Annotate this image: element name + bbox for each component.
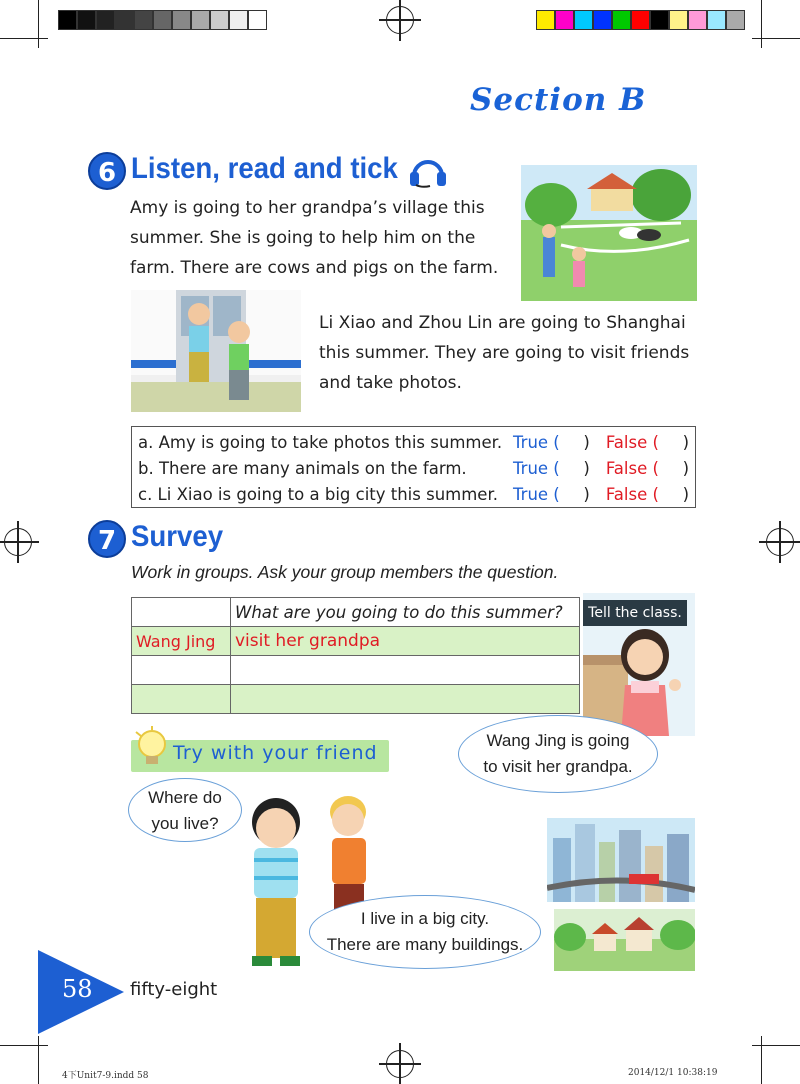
page-word: fifty-eight (130, 979, 218, 1000)
statement-row (138, 429, 689, 455)
table-cell-name[interactable]: Wang Jing (132, 627, 231, 656)
survey-table (131, 597, 580, 714)
false-label: False ( (605, 484, 659, 504)
table-cell-answer[interactable] (231, 656, 580, 685)
true-tick-blank[interactable]: ) (583, 484, 590, 504)
color-bar (536, 10, 745, 30)
bubble-line: you live? (151, 814, 219, 833)
true-false-box (131, 426, 696, 508)
footer-timestamp: 2014/12/1 10:38:19 (628, 1068, 718, 1078)
bubble-line: I live in a big city. (360, 909, 490, 928)
true-label: True ( (513, 432, 560, 452)
exercise-6-title: Listen, read and tick (131, 152, 398, 185)
exercise-7-number: 7 (88, 520, 126, 558)
exercise-6-paragraph-2 (319, 308, 689, 398)
try-label: Try with your friend (173, 742, 378, 764)
crop-mark (761, 0, 762, 48)
false-tick-blank[interactable]: ) (682, 484, 689, 504)
table-row (132, 627, 580, 656)
statement-row (138, 481, 689, 507)
true-label: True ( (513, 484, 560, 504)
true-tick-blank[interactable]: ) (583, 432, 590, 452)
bubble-line: Where do (148, 788, 222, 807)
statement-text: b. There are many animals on the farm. (138, 458, 467, 478)
tell-the-class-label: Tell the class. (583, 600, 687, 626)
paragraph-line: and take photos. (319, 373, 462, 393)
city-illustration (547, 818, 695, 902)
table-cell-answer[interactable] (231, 685, 580, 714)
exercise-7-title: Survey (131, 520, 224, 553)
paragraph-line: Li Xiao and Zhou Lin are going to Shanghai (319, 313, 686, 333)
lightbulb-icon (132, 726, 172, 770)
table-cell-answer[interactable]: visit her grandpa (231, 627, 580, 656)
headphones-icon (408, 152, 448, 190)
exercise-7-instruction: Work in groups. Ask your group members the question. (131, 562, 559, 582)
crop-mark (761, 1036, 762, 1084)
registration-mark-right (766, 528, 794, 556)
false-label: False ( (605, 432, 659, 452)
statement-row (138, 455, 689, 481)
true-tick-blank[interactable]: ) (583, 458, 590, 478)
question-speech-bubble (128, 778, 242, 842)
crop-mark (0, 38, 48, 39)
registration-mark-left (4, 528, 32, 556)
paragraph-line: summer. She is going to help him on the (130, 228, 476, 248)
section-title: Section B (470, 82, 647, 118)
paragraph-line: Amy is going to her grandpa’s village this (130, 198, 485, 218)
table-cell-name[interactable] (132, 685, 231, 714)
footer-file: 4下Unit7-9.indd 58 (62, 1071, 149, 1081)
false-tick-blank[interactable]: ) (682, 432, 689, 452)
false-label: False ( (605, 458, 659, 478)
train-illustration (131, 290, 301, 412)
bubble-line: to visit her grandpa. (483, 757, 633, 776)
registration-mark-bottom (386, 1050, 414, 1078)
table-header-question: What are you going to do this summer? (231, 598, 580, 627)
bubble-line: Wang Jing is going (486, 731, 630, 750)
crop-mark (38, 1036, 39, 1084)
table-row (132, 685, 580, 714)
paragraph-line: this summer. They are going to visit friends (319, 343, 690, 363)
farm-illustration (521, 165, 697, 301)
grayscale-bar (58, 10, 267, 30)
exercise-6-paragraph-1 (130, 193, 498, 283)
crop-mark (752, 38, 800, 39)
tell-class-speech-bubble (458, 715, 658, 793)
crop-mark (38, 0, 39, 48)
answer-speech-bubble (309, 895, 541, 969)
table-cell-name[interactable] (132, 656, 231, 685)
crop-mark (752, 1045, 800, 1046)
true-label: True ( (513, 458, 560, 478)
bubble-line: There are many buildings. (326, 935, 524, 954)
table-row (132, 656, 580, 685)
statement-text: a. Amy is going to take photos this summer. (138, 432, 503, 452)
exercise-6-number: 6 (88, 152, 126, 190)
registration-mark-top (386, 6, 414, 34)
statement-text: c. Li Xiao is going to a big city this summer. (138, 484, 498, 504)
crop-mark (0, 1045, 48, 1046)
table-header-row (132, 598, 580, 627)
page-number: 58 (62, 975, 93, 1003)
false-tick-blank[interactable]: ) (682, 458, 689, 478)
village-illustration (554, 909, 695, 971)
table-header-cell (132, 598, 231, 627)
paragraph-line: farm. There are cows and pigs on the farm. (130, 258, 499, 278)
